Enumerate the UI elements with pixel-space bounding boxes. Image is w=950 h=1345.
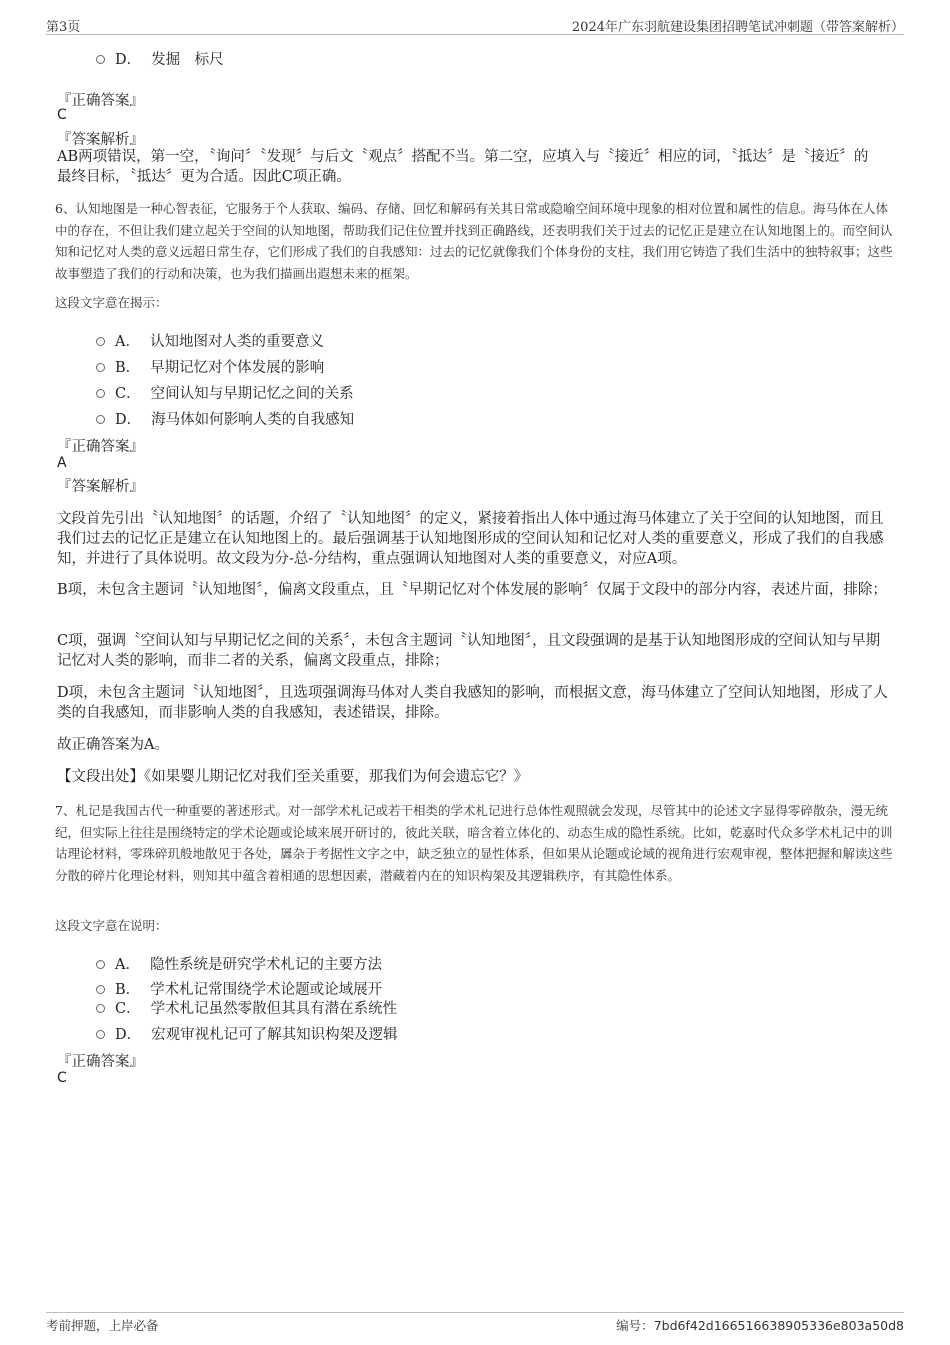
q6-option-c[interactable]: C． 空间认知与早期记忆之间的关系 xyxy=(96,382,354,403)
radio-icon[interactable] xyxy=(96,337,105,346)
radio-icon[interactable] xyxy=(96,1030,105,1039)
q7-option-b[interactable]: B． 学术札记常围绕学术论题或论域展开 xyxy=(96,978,382,999)
q7-stem: 7、札记是我国古代一种重要的著述形式。对一部学术札记或若干相类的学术札记进行总体性观照就会发现，尽管其中的论述文字显得零碎散杂，漫无统纪，但实际上往往是围绕特定的学术论题或论域来展开研讨的，彼此关联，暗含着立体化的、动态生成的隐性系统。比如，乾嘉时代众多学术札记中的训诂理论材料，零珠碎玑般地散见于各处，羼杂于考据性文字之中，缺乏独立的显性体系，但如果从论题或论域的视角进行宏观审视，整体把握和解读这些分散的碎片化理论材料，则知其中蕴含着相通的思想因素，潜藏着内在的知识构架及其逻辑秩序，有其隐性体系。 xyxy=(55,803,893,883)
radio-icon[interactable] xyxy=(96,55,105,64)
q7-option-a[interactable]: A． 隐性系统是研究学术札记的主要方法 xyxy=(96,953,382,974)
radio-icon[interactable] xyxy=(96,1004,105,1013)
q5-option-d[interactable]: D． 发掘 标尺 xyxy=(96,48,224,69)
radio-icon[interactable] xyxy=(96,389,105,398)
q6-source: 【文段出处】《如果婴儿期记忆对我们至关重要，那我们为何会遗忘它？》 xyxy=(57,769,529,785)
q6-analysis-paragraph: C项，强调〝空间认知与早期记忆之间的关系〞，未包含主题词〝认知地图〞，且文段强调的是基于认知地图形成的空间认知与早期记忆对人类的影响，而非二者的关系，偏离文段重点，排除； xyxy=(57,633,881,669)
document-code xyxy=(616,1316,904,1334)
q6-stem: 6、认知地图是一种心智表征，它服务于个人获取、编码、存储、回忆和解码有关其日常或隐喻空间环境中现象的相对位置和属性的信息。海马体在人体中的存在，不但让我们建立起关于空间的认知地图，帮助我们记住位置并找到正确路线，还表明我们关于过去的记忆正是建立在认知地图上的。而空间认知和记忆对人类的意义远超日常生存，它们形成了我们的自我感知：过去的记忆就像我们个体身份的支柱，我们用它铸造了我们生活中的独特叙事；这些故事塑造了我们的行动和决策，也为我们描画出遐想未来的框架。 xyxy=(55,201,893,281)
q7-option-d[interactable]: D． 宏观审视札记可了解其知识构架及逻辑 xyxy=(96,1023,398,1044)
q6-analysis-paragraph: 文段首先引出〝认知地图〞的话题，介绍了〝认知地图〞的定义，紧接着指出人体中通过海马体建立了关于空间的认知地图，而且我们过去的记忆正是建立在认知地图上的。最后强调基于认知地图形成的空间认知和记忆对人类的重要意义，形成了我们的自我感知，并进行了具体说明。故文段为分-总-分结构，重点强调认知地图对人类的重要意义，对应A项。 xyxy=(57,511,884,567)
q6-prompt: 这段文字意在揭示： xyxy=(55,295,168,310)
radio-icon[interactable] xyxy=(96,363,105,372)
q6-analysis-paragraph: D项，未包含主题词〝认知地图〞，且选项强调海马体对人类自我感知的影响，而根据文意，海马体建立了空间认知地图，形成了人类的自我感知，而非影响人类的自我感知，表述错误，排除。 xyxy=(57,685,888,721)
q7-answer: C xyxy=(57,1070,67,1086)
document-title: 2024年广东羽航建设集团招聘笔试冲刺题（带答案解析） xyxy=(571,20,904,35)
q6-option-b[interactable]: B． 早期记忆对个体发展的影响 xyxy=(96,356,324,377)
q6-analysis-label: 『答案解析』 xyxy=(57,479,144,495)
q7-prompt: 这段文字意在说明： xyxy=(55,918,168,933)
q5-answer: C xyxy=(57,107,67,123)
q7-option-c[interactable]: C． 学术札记虽然零散但其具有潜在系统性 xyxy=(96,997,397,1018)
radio-icon[interactable] xyxy=(96,415,105,424)
q7-answer-label: 『正确答案』 xyxy=(57,1054,144,1070)
page-footer xyxy=(46,1312,904,1337)
page-header xyxy=(46,14,904,35)
radio-icon[interactable] xyxy=(96,960,105,969)
q6-answer-label: 『正确答案』 xyxy=(57,439,144,455)
q6-option-a[interactable]: A． 认知地图对人类的重要意义 xyxy=(96,330,324,351)
q6-option-d[interactable]: D． 海马体如何影响人类的自我感知 xyxy=(96,408,354,429)
q5-analysis-label: 『答案解析』 xyxy=(57,132,144,148)
code-value: 7bd6f42d166516638905336e803a50d8 xyxy=(653,1318,904,1333)
q6-analysis-paragraph: 故正确答案为A。 xyxy=(57,737,169,753)
q5-answer-label: 『正确答案』 xyxy=(57,93,144,109)
code-label: 编号： xyxy=(616,1318,654,1333)
q6-answer: A xyxy=(57,455,67,471)
page-number: 第3页 xyxy=(46,20,81,35)
footer-slogan: 考前押题，上岸必备 xyxy=(46,1318,159,1333)
q6-analysis-paragraph: B项，未包含主题词〝认知地图〞，偏离文段重点，且〝早期记忆对个体发展的影响〞仅属于文段中的部分内容，表述片面，排除； xyxy=(57,582,887,598)
q5-analysis: AB两项错误，第一空，〝询问〞〝发现〞与后文〝观点〞搭配不当。第二空，应填入与〝接近〞相应的词，〝抵达〞是〝接近〞的最终目标，〝抵达〞更为合适。因此C项正确。 xyxy=(57,149,869,185)
radio-icon[interactable] xyxy=(96,985,105,994)
